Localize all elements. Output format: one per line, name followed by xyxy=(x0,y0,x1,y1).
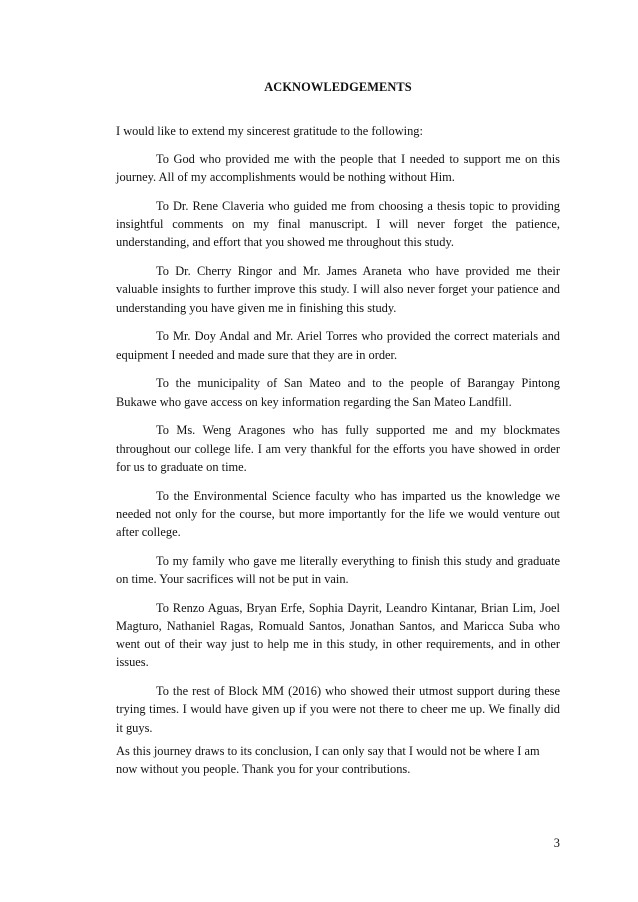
page-number: 3 xyxy=(553,836,560,850)
acknowledgement-paragraph-municipality: To the municipality of San Mateo and to the people of Barangay Pintong Bukawe who gave access on key information regarding the San Mateo Landfill. xyxy=(116,376,560,409)
acknowledgement-paragraph-friends: To Renzo Aguas, Bryan Erfe, Sophia Dayrit, Leandro Kintanar, Brian Lim, Joel Magturo, Nathaniel Ragas, Romuald Santos, Jonathan Santos, and Maricca Suba who went out of their way just to help me in this study, in other requirements, and in other issues. xyxy=(116,600,560,670)
acknowledgement-paragraph-coordinator: To Ms. Weng Aragones who has fully supported me and my blockmates throughout our college life. I am very thankful for the efforts you have showed in order for us to graduate on time. xyxy=(116,423,560,474)
closing-paragraph: As this journey draws to its conclusion, I can only say that I would not be where I am now without you people. Thank you for your contributions. xyxy=(116,744,540,777)
page-title: ACKNOWLEDGEMENTS xyxy=(264,80,412,94)
intro-paragraph: I would like to extend my sincerest gratitude to the following: xyxy=(116,124,423,138)
acknowledgement-list xyxy=(116,150,560,747)
acknowledgement-paragraph-faculty: To the Environmental Science faculty who has imparted us the knowledge we needed not only for the course, but more importantly for the life we would venture out after college. xyxy=(116,488,560,540)
acknowledgement-paragraph-adviser: To Dr. Rene Claveria who guided me from choosing a thesis topic to providing insightful comments on my final manuscript. I will never forget the patience, understanding, and effort that you showed me throughout this study. xyxy=(116,199,560,250)
acknowledgement-paragraph-lab-staff: To Mr. Doy Andal and Mr. Ariel Torres who provided the correct materials and equipment I needed and made sure that they are in order. xyxy=(116,329,560,362)
acknowledgement-paragraph-family: To my family who gave me literally everything to finish this study and graduate on time. Your sacrifices will not be put in vain. xyxy=(116,553,560,587)
acknowledgement-paragraph-blockmates: To the rest of Block MM (2016) who showed their utmost support during these trying times. I would have given up if you were not there to cheer me up. We finally did it guys. xyxy=(116,684,560,735)
acknowledgement-paragraph-god: To God who provided me with the people that I needed to support me on this journey. All of my accomplishments would be nothing without Him. xyxy=(116,152,560,185)
document-page xyxy=(116,0,560,902)
acknowledgement-paragraph-panel: To Dr. Cherry Ringor and Mr. James Araneta who have provided me their valuable insights to further improve this study. I will also never forget your patience and understanding you have given me in finishing this study. xyxy=(116,264,560,315)
